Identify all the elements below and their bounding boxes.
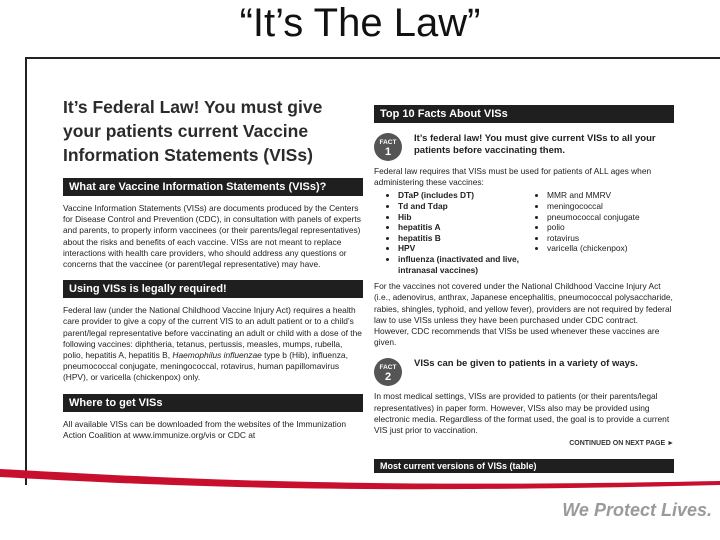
continued-note: CONTINUED ON NEXT PAGE ► — [569, 440, 674, 448]
vaccine-list-left — [388, 190, 523, 275]
section-heading-what-are-vis: What are Vaccine Information Statements (VISs)? — [63, 178, 363, 196]
vaccine-list-item: • HPV — [398, 243, 523, 254]
vaccine-list-item: • hepatitis B — [398, 233, 523, 244]
red-swoosh-decoration — [0, 455, 720, 540]
facts-heading: Top 10 Facts About VISs — [374, 105, 674, 123]
next-section-heading: Most current versions of VISs (table) — [374, 459, 674, 473]
legal-text-italic: Haemophilus influenzae — [172, 350, 262, 361]
vaccine-list-item: • Td and Tdap — [398, 201, 523, 212]
fact-2-badge — [374, 358, 402, 386]
vaccine-list — [374, 190, 674, 275]
fact-1-body: For the vaccines not covered under the National Childhood Vaccine Injury Act (i.e., adenovirus, anthrax, Japanese encephalitis, pneumococcal polysaccharide, rabies, shingles, typhoid, and yellow fever), providers are not required by federal law to use VISs unless they have been purchased under CDC contract. However, CDC recommends that VISs be used whenever these vaccines are given. — [374, 281, 673, 348]
fact-1-headline: It’s federal law! You must give current VISs to all your patients before vaccinating them. — [414, 133, 656, 156]
vaccine-list-item: • hepatitis A — [398, 222, 523, 233]
section-body-legally-required — [63, 305, 363, 383]
fact-2-headline: VISs can be given to patients in a variety of ways. — [414, 358, 638, 370]
vaccine-list-item: • influenza (inactivated and live, intranasal vaccines) — [398, 254, 523, 275]
vaccine-list-right — [537, 190, 672, 275]
fact-2-badge-label: FACT — [379, 364, 397, 372]
vaccine-list-item: • DTaP (includes DT) — [398, 190, 523, 201]
fact-1-badge — [374, 133, 402, 161]
vaccine-list-item: • pneumococcal conjugate — [547, 212, 672, 223]
vaccine-list-item: • polio — [547, 222, 672, 233]
fact-1-row — [374, 133, 674, 161]
left-column — [63, 95, 363, 451]
section-body-where-to-get: All available VISs can be downloaded from the websites of the Immunization Action Coalition at www.immunize.org/vis or CDC at — [63, 418, 347, 440]
legal-text-part2: type b (Hib), influenza, pneumococcal conjugate, meningococcal, rotavirus, human papillomavirus (HPV), or varicella (chickenpox) only. — [63, 350, 348, 383]
vaccine-list-item: • Hib — [398, 212, 523, 223]
fact-1-badge-label: FACT — [379, 139, 397, 146]
right-column — [374, 105, 674, 473]
vaccine-list-item: • MMR and MMRV — [547, 190, 672, 201]
fact-1-badge-number: 1 — [384, 146, 392, 158]
fact-2-body: In most medical settings, VISs are provided to patients (or their parents/legal representatives) in paper form. However, VISs also may be provided using electronic media. Regardless of the format used, the goal is to provide a current VIS just prior to vaccination. — [374, 391, 670, 435]
section-heading-where-to-get: Where to get VISs — [63, 394, 363, 412]
vaccine-list-item: • meningococcal — [547, 201, 672, 212]
tagline: We Protect Lives. — [562, 500, 712, 520]
fact-1-intro: Federal law requires that VISs must be used for patients of ALL ages when administering these vaccines: — [374, 166, 652, 188]
document-title: It’s Federal Law! You must give your patients current Vaccine Information Statements (VISs) — [63, 97, 323, 165]
legal-text-part1: Federal law (under the National Childhood Vaccine Injury Act) requires a health care provider to give a copy of the current VIS to an adult patient or to a child’s parent/legal representative before vaccinating an adult or child with a dose of the following vaccines: diphtheria, tetanus, pertussis, measles, mumps, rubella, polio, hepatitis A, hepatitis B, — [63, 305, 362, 361]
vaccine-list-item: • varicella (chickenpox) — [547, 243, 672, 254]
section-heading-legally-required: Using VISs is legally required! — [63, 280, 363, 298]
fact-2-badge-number: 2 — [384, 371, 392, 384]
document-image — [25, 57, 720, 485]
section-body-what-are-vis: Vaccine Information Statements (VISs) are documents produced by the Centers for Disease Control and Prevention (CDC), in consultation with panels of experts and parents, to properly inform vaccinees (or their parents/legal representatives) about the risks and benefits of each vaccine. VISs are not meant to replace interactions with health care providers, who should address any questions or concerns that the vaccinee (or parent/legal representative) may have. — [63, 203, 361, 270]
vaccine-list-item: • rotavirus — [547, 233, 672, 244]
fact-2-row — [374, 358, 674, 386]
slide-title: “It’s The Law” — [239, 1, 481, 45]
